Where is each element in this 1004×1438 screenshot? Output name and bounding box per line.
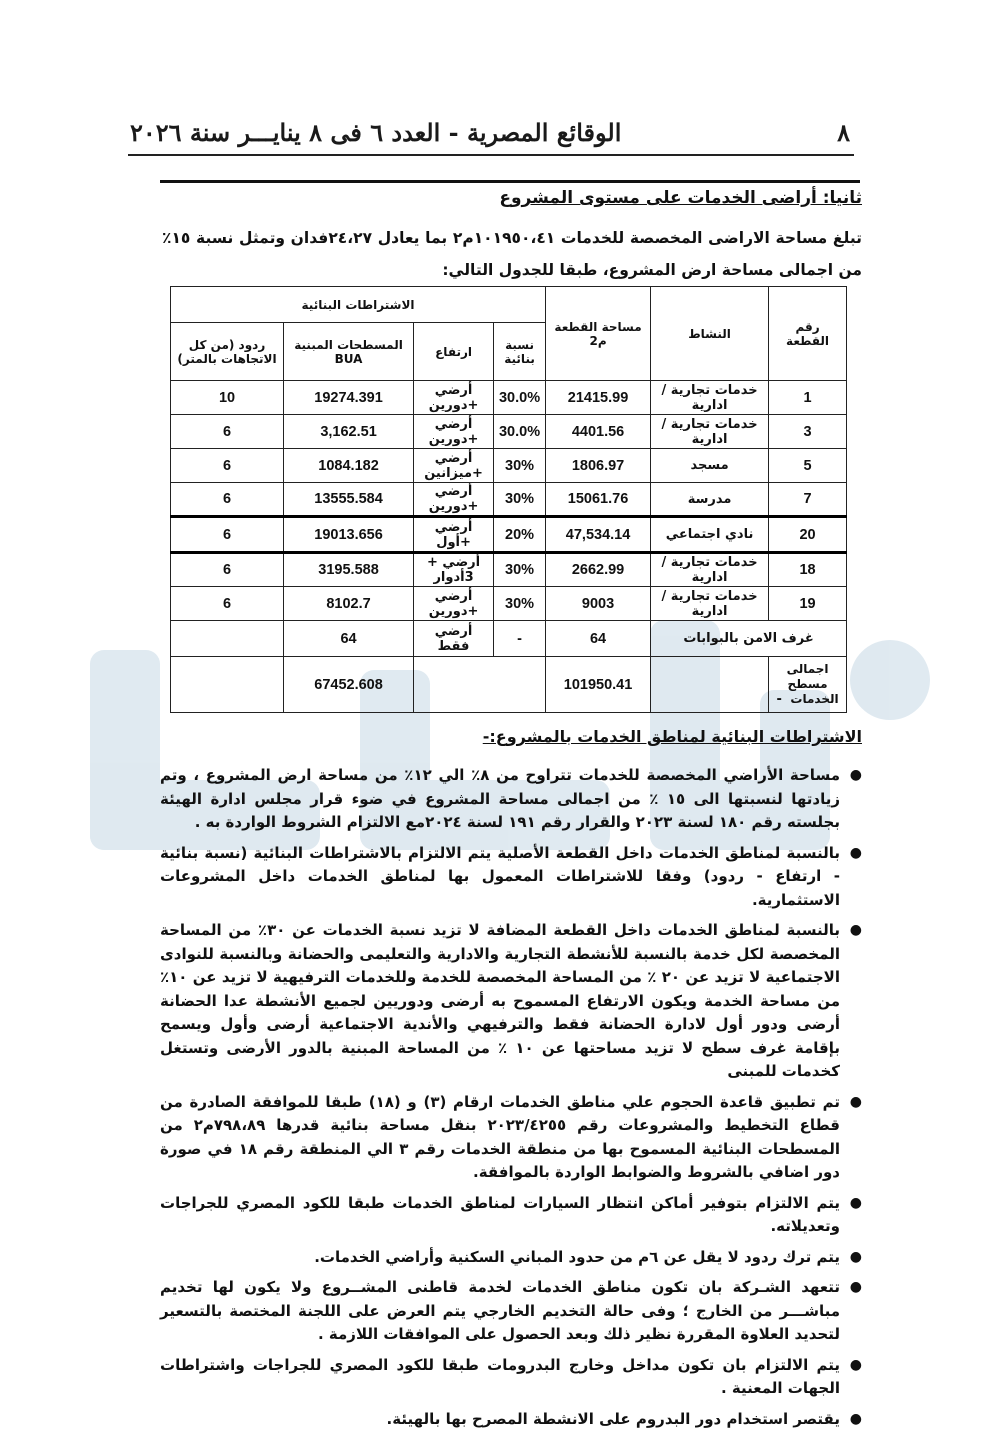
list-item-text: بالنسبة لمناطق الخدمات داخل القطعة الأصلية يتم الالتزام بالاشتراطات البنائية (نسبة بنائية - ارتفاع - ردود) وفقا للاشتراطات المعمول بها لمناطق الخدمات داخل المشروعات الاستثمارية. (160, 843, 840, 909)
cell-ratio: - (494, 621, 546, 657)
cell-height: أرضي + 3أدوار (414, 553, 494, 587)
section-divider (160, 180, 860, 183)
cell-ratio: 20% (494, 517, 546, 553)
cell-ratio: 30% (494, 553, 546, 587)
bullet-icon: ● (849, 767, 862, 783)
cell-bua: 19013.656 (284, 517, 414, 553)
header-divider (128, 154, 854, 156)
cell-setback: 6 (171, 517, 284, 553)
list-item-text: يتم الالتزام بان تكون مداخل وخارج البدرومات طبقا للكود المصري للجراجات واشتراطات الجهات المعنية . (160, 1355, 840, 1397)
conditions-heading: الاشتراطات البنائية لمناطق الخدمات بالمشروع:- (482, 727, 862, 746)
table-row (171, 381, 847, 415)
list-item (160, 919, 866, 1084)
cell-total-bua: 67452.608 (284, 657, 414, 713)
list-item (160, 764, 866, 835)
cell-height: أرضي +ميزانين (414, 449, 494, 483)
cell-empty (414, 657, 546, 713)
list-item (160, 1408, 866, 1432)
cell-total-label (769, 657, 847, 713)
header-bua: المسطحات المبنية BUA (284, 323, 414, 381)
cell-area: 2662.99 (546, 553, 651, 587)
table-row-security (171, 621, 847, 657)
total-dash: - (776, 692, 782, 707)
bullet-icon: ● (849, 1410, 862, 1427)
cell-area: 64 (546, 621, 651, 657)
cell-setback: 6 (171, 553, 284, 587)
list-item-text: يتم ترك ردود لا يقل عن ٦م من حدود المباني السكنية وأراضي الخدمات. (314, 1247, 840, 1266)
cell-empty (171, 657, 284, 713)
bullet-icon: ● (849, 1356, 862, 1373)
bullet-icon: ● (849, 1194, 862, 1211)
cell-bua: 3195.588 (284, 553, 414, 587)
list-item-text: تتعهد الشـركة بان تكون مناطق الخدمات لخدمة قاطنى المشــروع ولا يكون لها تخديم مباشـــر من الخارج ؛ وفى حالة التخديم الخارجي يتم العرض على اللجنة المختصة بالتسعير لتحديد العلاوة المقررة نظير ذلك وبعد الحصول على الموافقات اللازمة . (160, 1278, 840, 1343)
intro-paragraph: تبلغ مساحة الاراضى المخصصة للخدمات ١٠١٩٥٠،٤١م٢ بما يعادل ٢٤،٢٧فدان وتمثل نسبة ١٥٪ من اجمالى مساحة ارض المشروع، طبقا للجدول التالي: (162, 229, 862, 279)
cell-bua: 19274.391 (284, 381, 414, 415)
cell-empty (171, 621, 284, 657)
cell-activity: مدرسة (651, 483, 769, 517)
cell-activity: خدمات تجارية / ادارية (651, 553, 769, 587)
cell-activity: نادي اجتماعي (651, 517, 769, 553)
bullet-icon: ● (849, 1248, 862, 1265)
cell-activity: خدمات تجارية / ادارية (651, 381, 769, 415)
list-item (160, 1246, 866, 1270)
header-setbacks: ردود (من كل الاتجاهات بالمتر) (171, 323, 284, 381)
header-activity: النشاط (651, 287, 769, 381)
cell-setback: 10 (171, 381, 284, 415)
list-item-text: يتم الالتزام بتوفير أماكن انتظار السيارات لمناطق الخدمات طبقا للكود المصري للجراجات وتعديلاته. (160, 1193, 840, 1235)
cell-area: 15061.76 (546, 483, 651, 517)
list-item (160, 842, 866, 913)
bullet-icon: ● (849, 1279, 862, 1295)
list-item-text: تم تطبيق قاعدة الحجوم علي مناطق الخدمات ارقام (٣) و (١٨) طبقا للموافقة الصادرة من قطاع التخطيط والمشروعات رقم ٢٠٢٣/٤٢٥٥ بنقل مساحة بنائية قدرها ٧٩٨،٨٩م٢ من المسطحات البنائية المسموح بها من منطقة الخدمات رقم ٣ الي المنطقة رقم ١٨ في صورة دور اضافي بالشروط والضوابط الواردة بالموافقة. (160, 1092, 841, 1181)
bullet-icon: ● (849, 1093, 862, 1110)
header-height: ارتفاع (414, 323, 494, 381)
list-item-text: بالنسبة لمناطق الخدمات داخل القطعة المضافة لا تزيد نسبة الخدمات عن ٣٠٪ من المساحة المخصصة لكل خدمة بالنسبة للأنشطة التجارية والادارية والتعليمى والحضانة وبالنسبة للنوادى الاجتماعية لا تزيد عن ٢٠ ٪ من المساحة المخصصة للخدمة وللخدمات الترفيهية لا تزيد عن ١٠٪ من مساحة الخدمة ويكون الارتفاع المسموح به أرضى ودوريين لجميع الأنشطة عدا الحضانة أرضى ودور أول لادارة الحضانة فقط والترفيهي والأندية الاجتماعية أرضى وأول ويسمح بإقامة غرف سطح لا تزيد مساحتها عن ١٠ ٪ من المساحة المبنية بالدور الأرضى وتستغل كخدمات للمبنى (160, 921, 840, 1080)
cell-area: 9003 (546, 587, 651, 621)
conditions-list (160, 764, 866, 1438)
cell-activity: خدمات تجارية / ادارية (651, 587, 769, 621)
publication-line: الوقائع المصرية - العدد ٦ فى ٨ ينايـــر سنة ٢٠٢٦ (130, 117, 622, 147)
cell-bua: 64 (284, 621, 414, 657)
table-row (171, 415, 847, 449)
cell-plot: 1 (769, 381, 847, 415)
cell-plot: 20 (769, 517, 847, 553)
bullet-icon: ● (849, 922, 862, 938)
table-row (171, 449, 847, 483)
cell-plot: 19 (769, 587, 847, 621)
total-label: اجمالى مسطح الخدمات (786, 662, 839, 706)
cell-plot: 7 (769, 483, 847, 517)
header-plot-area: مساحة القطعة م2 (546, 287, 651, 381)
list-item (160, 1192, 866, 1239)
cell-area: 21415.99 (546, 381, 651, 415)
list-item (160, 1354, 866, 1401)
cell-height: أرضي +دورين (414, 381, 494, 415)
cell-total-area: 101950.41 (546, 657, 651, 713)
cell-bua: 8102.7 (284, 587, 414, 621)
services-table (170, 286, 847, 713)
header-plot-number: رقم القطعة (769, 287, 847, 381)
cell-area: 1806.97 (546, 449, 651, 483)
list-item-text: يقتصر استخدام دور البدروم على الانشطة المصرح بها بالهيئة. (386, 1409, 840, 1428)
cell-height: أرضي +دورين (414, 483, 494, 517)
cell-height: أرضي فقط (414, 621, 494, 657)
list-item-text: مساحة الأراضي المخصصة للخدمات تتراوح من ٨٪ الي ١٢٪ من مساحة ارض المشروع ، وتم زيادتها لنسبتها الى ١٥ ٪ من اجمالى مساحة المشروع في ضوء قرار مجلس ادارة الهيئة بجلسته رقم ١٨٠ لسنة ٢٠٢٣ والقرار رقم ١٩١ لسنة ٢٠٢٤مع الالتزام الشروط الواردة به . (160, 766, 841, 831)
table-row (171, 587, 847, 621)
cell-height: أرضي +دورين (414, 415, 494, 449)
cell-security-label: غرف الامن بالبوابات (651, 621, 847, 657)
cell-bua: 13555.584 (284, 483, 414, 517)
bullet-icon: ● (849, 844, 862, 861)
cell-ratio: 30% (494, 449, 546, 483)
table-row (171, 483, 847, 517)
header-building-ratio: نسبة بنائية (494, 323, 546, 381)
list-item (160, 1091, 866, 1185)
cell-setback: 6 (171, 483, 284, 517)
cell-setback: 6 (171, 415, 284, 449)
cell-bua: 1084.182 (284, 449, 414, 483)
cell-area: 4401.56 (546, 415, 651, 449)
table-row (171, 553, 847, 587)
cell-ratio: 30% (494, 483, 546, 517)
cell-setback: 6 (171, 587, 284, 621)
section-title: ثانيا: أراضى الخدمات على مستوى المشروع (499, 188, 862, 208)
list-item (160, 1276, 866, 1347)
cell-activity: خدمات تجارية / ادارية (651, 415, 769, 449)
cell-height: أرضي +أول (414, 517, 494, 553)
cell-setback: 6 (171, 449, 284, 483)
cell-empty (651, 657, 769, 713)
cell-activity: مسجد (651, 449, 769, 483)
cell-area: 47,534.14 (546, 517, 651, 553)
header-building-conditions: الاشتراطات البنائية (171, 287, 546, 323)
page-number: ٨ (837, 117, 850, 147)
cell-plot: 5 (769, 449, 847, 483)
cell-ratio: 30.0% (494, 415, 546, 449)
running-header (130, 112, 850, 152)
cell-ratio: 30.0% (494, 381, 546, 415)
cell-plot: 3 (769, 415, 847, 449)
cell-plot: 18 (769, 553, 847, 587)
cell-ratio: 30% (494, 587, 546, 621)
table-row-highlighted (171, 517, 847, 553)
cell-height: أرضي +دورين (414, 587, 494, 621)
table-row-total (171, 657, 847, 713)
cell-bua: 3,162.51 (284, 415, 414, 449)
